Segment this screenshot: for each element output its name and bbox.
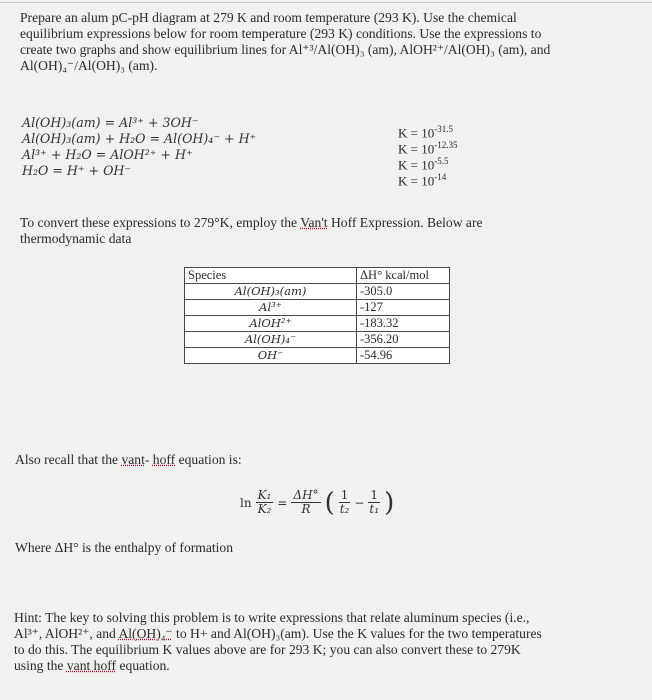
intro-line-2: equilibrium expressions below for room temperature (293 K) conditions. Use the expressions to bbox=[20, 26, 542, 41]
species-cell: AlOH²⁺ bbox=[185, 316, 357, 332]
top-divider bbox=[0, 2, 652, 3]
table-row bbox=[185, 300, 450, 316]
problem-statement bbox=[20, 10, 635, 74]
table-row bbox=[185, 284, 450, 300]
equals-sign: = bbox=[277, 495, 288, 510]
k-value-1: $K = 10^{-31.5}$ bbox=[398, 124, 453, 141]
ln-symbol: ln bbox=[240, 495, 252, 510]
enthalpy-cell: -54.96 bbox=[357, 348, 450, 364]
recall-line: Also recall that the vant- hoff equation is: bbox=[15, 452, 242, 467]
table-row bbox=[185, 348, 450, 364]
inverse-t1-fraction: $\frac{1}{\text{t₁}}$ bbox=[369, 488, 380, 516]
k-value-3: $K = 10^{-5.5}$ bbox=[398, 156, 449, 173]
k-value-2: $K = 10^{-12.35}$ bbox=[398, 140, 458, 157]
hint-line-3: to do this. The equilibrium K values above are for 293 K; you can also convert these to 279K bbox=[14, 642, 521, 657]
species-cell: Al(OH)₃(am) bbox=[185, 284, 357, 300]
enthalpy-over-r-fraction: $\frac{\Delta H^\circ}{R}$ bbox=[293, 488, 319, 516]
vant-hoff-underlined-word: Van't bbox=[300, 215, 328, 230]
enthalpy-cell: -305.0 bbox=[357, 284, 450, 300]
enthalpy-cell: -183.32 bbox=[357, 316, 450, 332]
species-header: Species bbox=[185, 268, 357, 284]
k-ratio-fraction: $\frac{\text{K₁}}{\text{K₂}}$ bbox=[257, 488, 272, 516]
thermodynamic-data-table bbox=[184, 267, 450, 364]
hint-line-1: Hint: The key to solving this problem is to write expressions that relate aluminum species (i.e., bbox=[14, 610, 530, 625]
where-line: Where ΔH° is the enthalpy of formation bbox=[15, 540, 234, 555]
equation-1: Al(OH)₃(am) = Al³⁺ + 3OH⁻ bbox=[22, 115, 199, 130]
intro-line-3: create two graphs and show equilibrium lines for Al⁺³/Al(OH)₃ (am), AlOH²⁺/Al(OH)₃ (am), and bbox=[20, 42, 551, 57]
enthalpy-header: ΔH° kcal/mol bbox=[357, 268, 450, 284]
enthalpy-cell: -356.20 bbox=[357, 332, 450, 348]
hint-line-4: using the vant hoff equation. bbox=[14, 658, 170, 673]
species-cell: OH⁻ bbox=[185, 348, 357, 364]
minus-sign: − bbox=[354, 495, 365, 510]
species-cell: Al³⁺ bbox=[185, 300, 357, 316]
enthalpy-cell: -127 bbox=[357, 300, 450, 316]
table-row bbox=[185, 332, 450, 348]
hint-paragraph bbox=[14, 610, 644, 674]
table-row bbox=[185, 316, 450, 332]
convert-paragraph bbox=[20, 215, 635, 247]
k-value-4: $K = 10^{-14}$ bbox=[398, 172, 447, 189]
hint-line-2: Al³⁺, AlOH²⁺, and Al(OH)₄⁻ to H+ and Al(OH)₃(am). Use the K values for the two temperatures bbox=[14, 626, 542, 641]
table-header-row bbox=[185, 268, 450, 284]
inverse-t2-fraction: $\frac{1}{\text{t₂}}$ bbox=[339, 488, 350, 516]
intro-line-4: Al(OH)₄⁻/Al(OH)₃ (am). bbox=[20, 58, 158, 73]
species-cell: Al(OH)₄⁻ bbox=[185, 332, 357, 348]
convert-line-2: thermodynamic data bbox=[20, 231, 132, 246]
convert-line-1: To convert these expressions to 279°K, employ the Van't Hoff Expression. Below are bbox=[20, 215, 483, 230]
equation-4: H₂O = H⁺ + OH⁻ bbox=[22, 163, 132, 178]
equation-3: Al³⁺ + H₂O = AlOH²⁺ + H⁺ bbox=[22, 147, 193, 162]
vant-hoff-equation: ln $\frac{\text{K₁}}{\text{K₂}}$ = $\frac{\Delta H^\circ}{R}$ ( $\frac{1}{\text{t₂}}$ − $\frac{1}{\text{t₁}}$ ) bbox=[240, 487, 395, 518]
intro-line-1: Prepare an alum pC-pH diagram at 279 K and room temperature (293 K). Use the chemical bbox=[20, 10, 517, 25]
equation-2: Al(OH)₃(am) + H₂O = Al(OH)₄⁻ + H⁺ bbox=[22, 131, 257, 146]
